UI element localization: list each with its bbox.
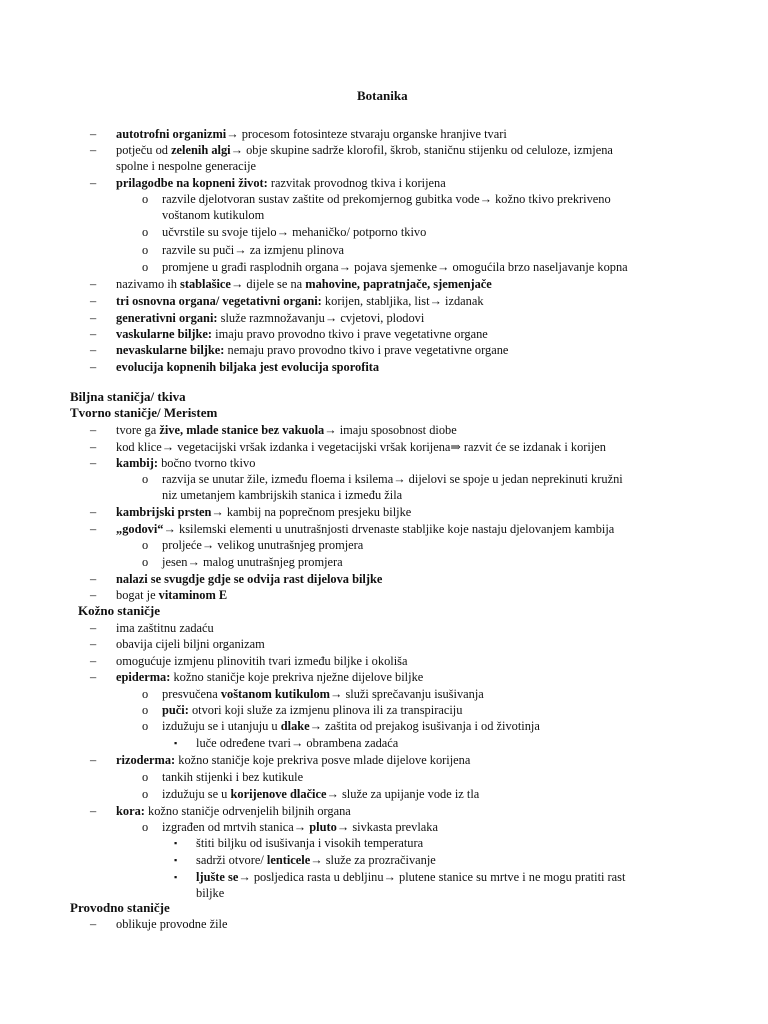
list-item-text bbox=[116, 359, 379, 375]
list-item-text bbox=[116, 620, 214, 636]
list-item-text bbox=[116, 521, 614, 537]
list-item-text bbox=[162, 487, 402, 503]
text-run: obavija cijeli biljni organizam bbox=[116, 637, 265, 651]
bold-term: nevaskularne biljke: bbox=[116, 343, 225, 357]
bold-term: ljušte se bbox=[196, 870, 239, 884]
dash-bullet: – bbox=[90, 456, 97, 470]
text-run: razvija se unutar žile, između floema i ksilema→ dijelovi se spoje u jedan neprekinuti kružni bbox=[162, 472, 623, 486]
text-run: luče određene tvari→ obrambena zadaća bbox=[196, 736, 399, 750]
text-run: → ksilemski elementi u unutrašnjosti drvenaste stabljike koje nastaju djelovanjem kambija bbox=[163, 522, 615, 536]
circle-bullet: o bbox=[142, 555, 149, 569]
dash-bullet: – bbox=[90, 360, 97, 374]
list-item-text bbox=[196, 869, 625, 885]
list-item-text bbox=[116, 455, 255, 471]
list-item-text bbox=[196, 735, 398, 751]
circle-bullet: o bbox=[142, 687, 149, 701]
list-item-text bbox=[162, 224, 426, 240]
list-item-text bbox=[116, 158, 256, 174]
text-run: proljeće→ velikog unutrašnjeg promjera bbox=[162, 538, 364, 552]
list-item-text bbox=[116, 422, 457, 438]
document-title: Botanika bbox=[357, 88, 408, 103]
square-bullet: ▪ bbox=[174, 855, 178, 865]
list-item-text bbox=[196, 835, 423, 851]
text-run: omogućuje izmjenu plinovitih tvari između biljke i okoliša bbox=[116, 654, 408, 668]
list-item-text bbox=[116, 326, 488, 342]
text-run: kožno staničje odrvenjelih biljnih organa bbox=[144, 804, 351, 818]
text-run: izdužuju se u bbox=[162, 787, 231, 801]
list-item-text bbox=[116, 571, 382, 587]
dash-bullet: – bbox=[90, 143, 97, 157]
list-item-text bbox=[162, 207, 264, 223]
bold-term: voštanom kutikulom bbox=[220, 687, 330, 701]
circle-bullet: o bbox=[142, 472, 149, 486]
text-run: razvitak provodnog tkiva i korijena bbox=[267, 176, 446, 190]
bold-term: mahovine, papratnjače, sjemenjače bbox=[305, 277, 492, 291]
bold-term: autotrofni organizmi bbox=[116, 127, 227, 141]
dash-bullet: – bbox=[90, 621, 97, 635]
list-item-text bbox=[116, 587, 227, 603]
text-run: kožno staničje koje prekriva nježne dijelove biljke bbox=[170, 670, 424, 684]
dash-bullet: – bbox=[90, 670, 97, 684]
bold-term: kora: bbox=[116, 804, 145, 818]
section-heading bbox=[70, 405, 217, 421]
text-run: korijen, stabljika, list→ izdanak bbox=[321, 294, 484, 308]
list-item-text bbox=[162, 191, 611, 207]
text-run: niz umetanjem kambrijskih stanica i između žila bbox=[162, 488, 403, 502]
bold-term: žive, mlade stanice bez vakuola bbox=[159, 423, 325, 437]
text-run: nemaju pravo provodno tkivo i prave vegetativne organe bbox=[224, 343, 509, 357]
text-run: promjene u građi rasplodnih organa→ pojava sjemenke→ omogućila brzo naseljavanje kopna bbox=[162, 260, 628, 274]
text-run: razvile djelotvoran sustav zaštite od prekomjernog gubitka vode→ kožno tkivo prekriveno bbox=[162, 192, 611, 206]
bold-term: epiderma: bbox=[116, 670, 171, 684]
bold-term: evolucija kopnenih biljaka jest evolucija sporofita bbox=[116, 360, 380, 374]
text-run: izdužuju se i utanjuju u bbox=[162, 719, 281, 733]
square-bullet: ▪ bbox=[174, 738, 178, 748]
text-run: → imaju sposobnost diobe bbox=[324, 423, 457, 437]
dash-bullet: – bbox=[90, 505, 97, 519]
bold-term: vaskularne biljke: bbox=[116, 327, 213, 341]
list-item-text bbox=[162, 259, 628, 275]
list-item-text bbox=[162, 702, 462, 718]
list-item-text bbox=[116, 293, 484, 309]
text-run: oblikuje provodne žile bbox=[116, 917, 228, 931]
text-run: štiti biljku od isušivanja i visokih temperatura bbox=[196, 836, 424, 850]
circle-bullet: o bbox=[142, 243, 149, 257]
text-run: → posljedica rasta u debljinu→ plutene stanice su mrtve i ne mogu pratiti rast bbox=[238, 870, 626, 884]
list-item-text bbox=[116, 276, 492, 292]
text-run: nazivamo ih bbox=[116, 277, 180, 291]
text-run: → zaštita od prejakog isušivanja i od životinja bbox=[309, 719, 540, 733]
text-run: učvrstile su svoje tijelo→ mehaničko/ potporno tkivo bbox=[162, 225, 427, 239]
dash-bullet: – bbox=[90, 176, 97, 190]
text-run: jesen→ malog unutrašnjeg promjera bbox=[162, 555, 343, 569]
circle-bullet: o bbox=[142, 192, 149, 206]
bold-term: generativni organi: bbox=[116, 311, 218, 325]
list-item-text bbox=[116, 504, 411, 520]
bold-term: tri osnovna organa/ vegetativni organi: bbox=[116, 294, 322, 308]
dash-bullet: – bbox=[90, 654, 97, 668]
text-run: tankih stijenki i bez kutikule bbox=[162, 770, 304, 784]
list-item-text bbox=[162, 819, 438, 835]
list-item-text bbox=[116, 142, 613, 158]
bold-term: korijenove dlačice bbox=[230, 787, 327, 801]
text-run: → služi sprečavanju isušivanja bbox=[329, 687, 484, 701]
dash-bullet: – bbox=[90, 572, 97, 586]
text-run: tvore ga bbox=[116, 423, 160, 437]
list-item-text bbox=[162, 718, 540, 734]
text-run: kod klice→ vegetacijski vršak izdanka i vegetacijski vršak korijena⇒ razvit će se izdanak i korijen bbox=[116, 440, 606, 454]
list-item-text bbox=[196, 885, 224, 901]
circle-bullet: o bbox=[142, 787, 149, 801]
list-item-text bbox=[116, 803, 351, 819]
text-run: → sivkasta prevlaka bbox=[336, 820, 438, 834]
circle-bullet: o bbox=[142, 538, 149, 552]
list-item-text bbox=[116, 310, 424, 326]
square-bullet: ▪ bbox=[174, 872, 178, 882]
text-run: → kambij na poprečnom presjeku biljke bbox=[211, 505, 412, 519]
list-item-text bbox=[116, 175, 446, 191]
bold-term: vitaminom E bbox=[158, 588, 228, 602]
text-run: služe razmnožavanju→ cvjetovi, plodovi bbox=[217, 311, 425, 325]
circle-bullet: o bbox=[142, 260, 149, 274]
dash-bullet: – bbox=[90, 917, 97, 931]
dash-bullet: – bbox=[90, 522, 97, 536]
text-run: otvori koji služe za izmjenu plinova ili za transpiraciju bbox=[188, 703, 463, 717]
bold-term: lenticele bbox=[266, 853, 311, 867]
bold-term: pluto bbox=[309, 820, 337, 834]
dash-bullet: – bbox=[90, 327, 97, 341]
text-run: razvile su puči→ za izmjenu plinova bbox=[162, 243, 345, 257]
section-heading bbox=[78, 603, 160, 619]
text-run: potječu od bbox=[116, 143, 172, 157]
bold-term: Biljna staničja/ tkiva bbox=[70, 389, 186, 404]
text-run: → služe za upijanje vode iz tla bbox=[326, 787, 480, 801]
list-item-text bbox=[162, 786, 479, 802]
text-run: → procesom fotosinteze stvaraju organske hranjive tvari bbox=[226, 127, 507, 141]
circle-bullet: o bbox=[142, 820, 149, 834]
list-item-text bbox=[116, 636, 265, 652]
circle-bullet: o bbox=[142, 719, 149, 733]
text-run: → dijele se na bbox=[230, 277, 306, 291]
list-item-text bbox=[116, 126, 507, 142]
text-run: bočno tvorno tkivo bbox=[158, 456, 256, 470]
section-heading bbox=[70, 389, 186, 405]
square-bullet: ▪ bbox=[174, 838, 178, 848]
dash-bullet: – bbox=[90, 753, 97, 767]
bold-term: dlake bbox=[280, 719, 310, 733]
list-item-text bbox=[116, 439, 606, 455]
bold-term: puči: bbox=[162, 703, 189, 717]
dash-bullet: – bbox=[90, 637, 97, 651]
bold-term: Provodno staničje bbox=[70, 900, 170, 915]
dash-bullet: – bbox=[90, 440, 97, 454]
list-item-text bbox=[162, 471, 623, 487]
circle-bullet: o bbox=[142, 770, 149, 784]
text-run: sadrži otvore/ bbox=[196, 853, 267, 867]
dash-bullet: – bbox=[90, 127, 97, 141]
text-run: → služe za prozračivanje bbox=[310, 853, 436, 867]
list-item-text bbox=[116, 916, 228, 932]
dash-bullet: – bbox=[90, 343, 97, 357]
list-item-text bbox=[116, 669, 423, 685]
list-item-text bbox=[162, 554, 343, 570]
bold-term: nalazi se svugdje gdje se odvija rast dijelova biljke bbox=[116, 572, 383, 586]
bold-term: rizoderma: bbox=[116, 753, 176, 767]
dash-bullet: – bbox=[90, 277, 97, 291]
section-heading bbox=[70, 900, 170, 916]
list-item-text bbox=[162, 537, 363, 553]
text-run: presvučena bbox=[162, 687, 221, 701]
text-run: kožno staničje koje prekriva posve mlade dijelove korijena bbox=[175, 753, 471, 767]
text-run: → obje skupine sadrže klorofil, škrob, staničnu stijenku od celuloze, izmjena bbox=[230, 143, 613, 157]
circle-bullet: o bbox=[142, 225, 149, 239]
text-run: voštanom kutikulom bbox=[162, 208, 265, 222]
list-item-text bbox=[116, 342, 508, 358]
circle-bullet: o bbox=[142, 703, 149, 717]
dash-bullet: – bbox=[90, 294, 97, 308]
text-run: spolne i nespolne generacije bbox=[116, 159, 257, 173]
text-run: imaju pravo provodno tkivo i prave vegetativne organe bbox=[212, 327, 488, 341]
list-item-text bbox=[116, 653, 407, 669]
text-run: bogat je bbox=[116, 588, 159, 602]
dash-bullet: – bbox=[90, 423, 97, 437]
text-run: biljke bbox=[196, 886, 225, 900]
bold-term: prilagodbe na kopneni život: bbox=[116, 176, 268, 190]
dash-bullet: – bbox=[90, 311, 97, 325]
list-item-text bbox=[196, 852, 436, 868]
bold-term: „godovi“ bbox=[116, 522, 164, 536]
list-item-text bbox=[116, 752, 470, 768]
list-item-text bbox=[162, 242, 344, 258]
bold-term: Tvorno staničje/ Meristem bbox=[70, 405, 218, 420]
text-run: izgrađen od mrtvih stanica→ bbox=[162, 820, 310, 834]
list-item-text bbox=[162, 769, 303, 785]
bold-term: Kožno staničje bbox=[78, 603, 160, 618]
bold-term: stablašice bbox=[180, 277, 231, 291]
dash-bullet: – bbox=[90, 804, 97, 818]
text-run: ima zaštitnu zadaću bbox=[116, 621, 214, 635]
list-item-text bbox=[162, 686, 484, 702]
bold-term: zelenih algi bbox=[171, 143, 231, 157]
dash-bullet: – bbox=[90, 588, 97, 602]
bold-term: kambij: bbox=[116, 456, 158, 470]
bold-term: kambrijski prsten bbox=[116, 505, 212, 519]
